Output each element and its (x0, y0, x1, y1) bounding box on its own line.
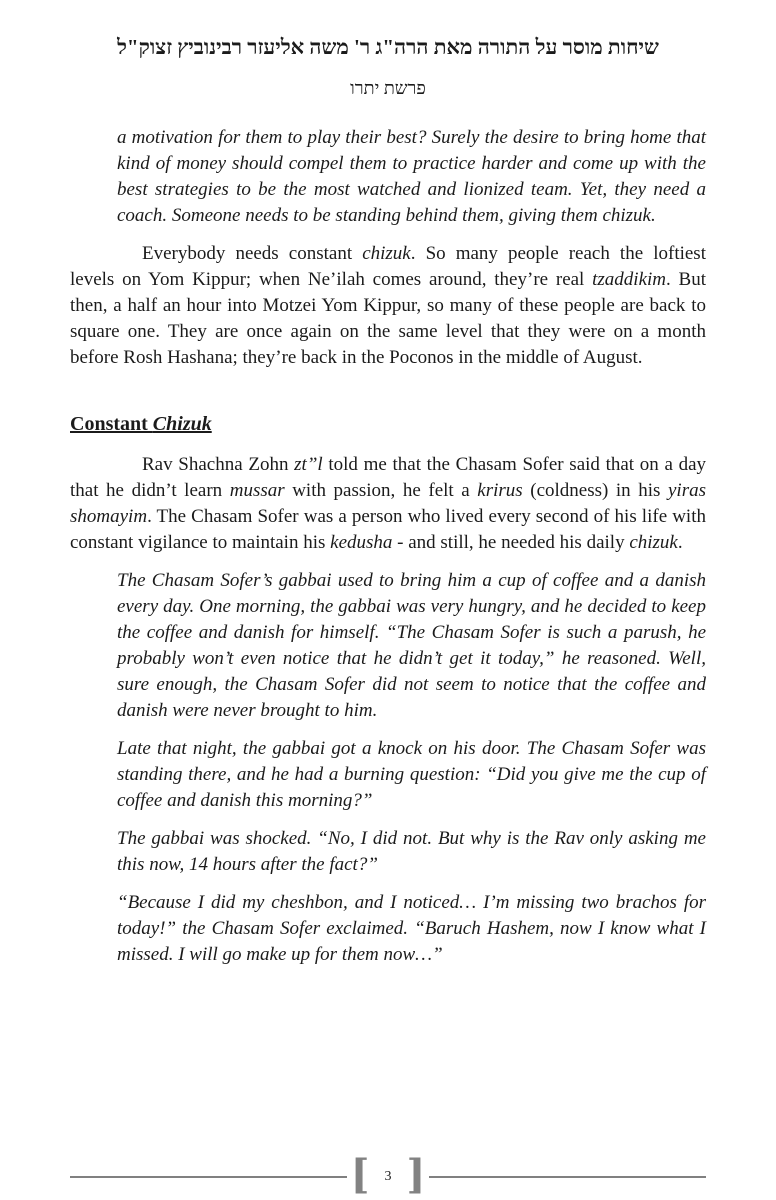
footer-rule-right (429, 1176, 706, 1178)
text-run: Everybody needs constant (142, 242, 363, 264)
text-run: tzaddikim (592, 268, 667, 290)
text-run: told me that the Chasam Sofer said that on a day that he didn’t learn (70, 453, 706, 501)
footer-rule-left (70, 1176, 347, 1178)
text-run: (coldness) in his (522, 479, 668, 501)
text-run: krirus (477, 479, 523, 501)
body-paragraph-rav-shachna-zohn (70, 452, 706, 556)
story-quote-paragraph-1 (117, 568, 706, 724)
body-paragraph-chizuk-everybody (70, 241, 706, 371)
text-run: The Chasam Sofer’s gabbai used to bring him a cup of coffee and a danish every day. One morning, the gabbai was very hungry, and he decided to keep the coffee and danish for himself. “The Chasam Sofer is such a parush, he probably won’t even notice that he didn’t get it today,” he reasoned. Well, sure enough, the Chasam Sofer did not seem to notice that the coffee and danish were never brought to him. (117, 569, 706, 721)
text-run: . The Chasam Sofer was a person who lived every second of his life with constant vigilance to maintain his (70, 505, 706, 553)
text-run: zt”l (294, 453, 323, 475)
text-run: “Because I did my cheshbon, and I noticed… I’m missing two brachos for today!” the Chasam Sofer exclaimed. “Baruch Hashem, now I know what I missed. I will go make up for them now…” (117, 891, 706, 965)
story-quote-paragraph-4 (117, 890, 706, 968)
text-run: a motivation for them to play their best? Surely the desire to bring home that kind of money should compel them to practice harder and come up with the best strategies to be the most watched and lionized team. Yet, they need a coach. Someone needs to be standing behind them, giving them chizuk. (117, 126, 706, 226)
text-run: Constant (70, 412, 153, 435)
story-quote-paragraph-3 (117, 826, 706, 878)
section-heading-constant-chizuk (70, 411, 706, 438)
text-run: The gabbai was shocked. “No, I did not. But why is the Rav only asking me this now, 14 hours after the fact?” (117, 827, 706, 875)
text-run: . But then, a half an hour into Motzei Yom Kippur, so many of these people are back to square one. They are once again on the same level that they were on a month before Rosh Hashana; they’re back in the Poconos in the middle of August. (70, 268, 707, 368)
hebrew-subtitle: פרשת יתרו (350, 78, 426, 99)
text-run: yiras shomayim (70, 479, 706, 527)
text-run: . (677, 531, 683, 553)
text-run: chizuk (362, 242, 411, 264)
text-run: mussar (229, 479, 285, 501)
text-run: Rav Shachna Zohn (142, 453, 295, 475)
text-run: Chizuk (152, 412, 212, 435)
text-run: . So many people reach the loftiest levels on Yom Kippur; when Ne’ilah comes around, they’re real (70, 242, 706, 290)
text-run: chizuk (629, 531, 678, 553)
text-run: with passion, he felt a (284, 479, 478, 501)
text-run: kedusha (330, 531, 393, 553)
story-quote-paragraph-2 (117, 736, 706, 814)
hebrew-title: שיחות מוסר על התורה מאת הרה"ג ר' משה אליעזר רבינוביץ זצוק"ל (117, 35, 659, 59)
text-run: Late that night, the gabbai got a knock on his door. The Chasam Sofer was standing there, and he had a burning question: “Did you give me the cup of coffee and danish this morning?” (117, 737, 706, 811)
page-header (70, 34, 706, 101)
text-run: - and still, he needed his daily (392, 531, 630, 553)
page-footer: [ 3 ] (70, 1176, 706, 1178)
intro-quote-paragraph (117, 125, 706, 229)
